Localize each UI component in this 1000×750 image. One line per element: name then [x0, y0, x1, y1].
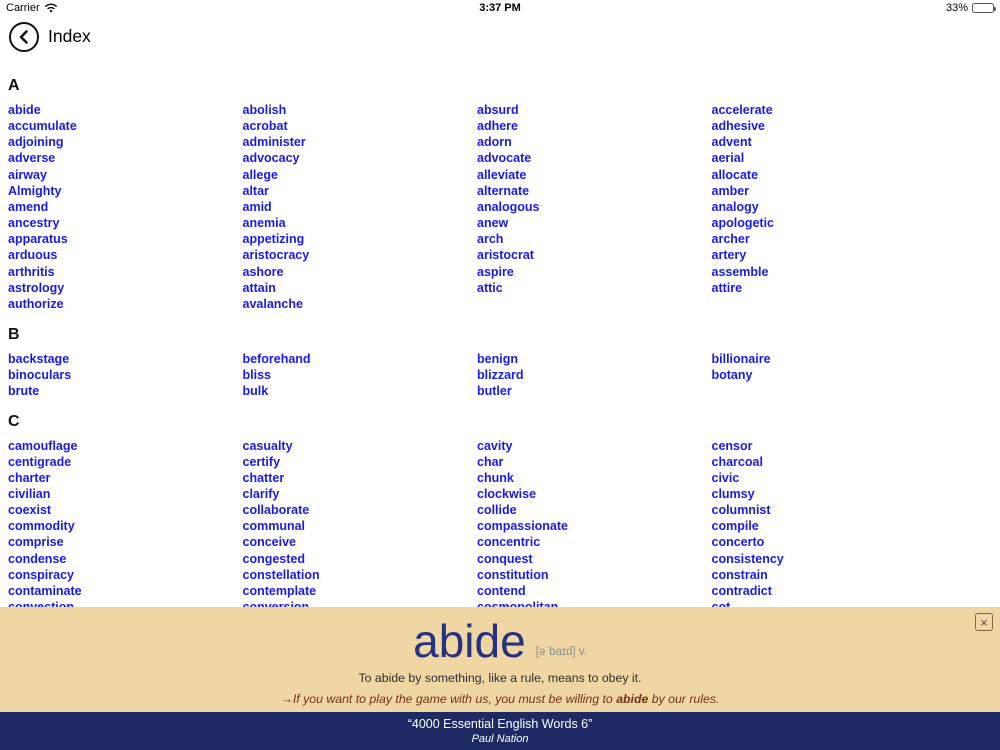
word-link-aristocrat[interactable]: aristocrat: [477, 248, 534, 263]
word-column: [477, 351, 712, 399]
word-link-allege[interactable]: allege: [242, 167, 278, 182]
nav-bar: [0, 20, 1000, 58]
section-c: [8, 413, 992, 616]
word-link-compile[interactable]: compile: [711, 519, 759, 534]
book-author: Paul Nation: [471, 733, 529, 745]
word-column: [243, 438, 478, 616]
word-link-adorn[interactable]: adorn: [477, 135, 512, 150]
section-letter: C: [8, 412, 20, 430]
word-link-congested[interactable]: congested: [242, 551, 306, 566]
word-link-ancestry[interactable]: ancestry: [8, 216, 60, 231]
example-prefix: If you want to play the game with us, you must be willing to: [292, 692, 617, 706]
word-link-camouflage[interactable]: camouflage: [8, 438, 78, 453]
word-link-concentric[interactable]: concentric: [477, 535, 541, 550]
word-link-civilian[interactable]: civilian: [8, 486, 51, 501]
word-link-char[interactable]: char: [477, 454, 504, 469]
word-link-adjoining[interactable]: adjoining: [8, 135, 64, 150]
word-link-astrology[interactable]: astrology: [8, 280, 65, 295]
popup-pronunciation: [əˈbaɪd] v.: [535, 646, 587, 658]
word-link-benign[interactable]: benign: [477, 352, 518, 367]
definition-popup: [0, 607, 1000, 712]
word-link-artery[interactable]: artery: [711, 248, 747, 263]
word-link-compassionate[interactable]: compassionate: [477, 519, 569, 534]
word-link-accumulate[interactable]: accumulate: [8, 119, 77, 134]
word-link-arthritis[interactable]: arthritis: [8, 264, 55, 279]
word-link-arduous[interactable]: arduous: [8, 248, 58, 263]
example-suffix: by our rules.: [648, 692, 720, 706]
back-button[interactable]: [9, 22, 39, 52]
word-link-contemplate[interactable]: contemplate: [242, 583, 317, 598]
word-link-contend[interactable]: contend: [477, 583, 526, 598]
word-link-ashore[interactable]: ashore: [242, 264, 284, 279]
word-link-acrobat[interactable]: acrobat: [242, 119, 288, 134]
word-column: [8, 351, 243, 399]
word-link-constitution[interactable]: constitution: [477, 567, 549, 582]
battery-icon: [972, 3, 994, 13]
word-link-commodity[interactable]: commodity: [8, 519, 75, 534]
word-link-assemble[interactable]: assemble: [711, 264, 769, 279]
word-column: [8, 438, 243, 616]
word-link-aristocracy[interactable]: aristocracy: [242, 248, 310, 263]
word-link-censor[interactable]: censor: [711, 438, 753, 453]
word-link-billionaire[interactable]: billionaire: [711, 352, 771, 367]
word-link-analogy[interactable]: analogy: [711, 199, 759, 214]
word-link-comprise[interactable]: comprise: [8, 535, 64, 550]
word-column: [243, 351, 478, 399]
word-link-airway[interactable]: airway: [8, 167, 47, 182]
word-link-aerial[interactable]: aerial: [711, 151, 745, 166]
book-title: “4000 Essential English Words 6”: [407, 717, 593, 731]
word-link-contradict[interactable]: contradict: [711, 583, 772, 598]
close-icon[interactable]: ×: [975, 613, 993, 631]
word-link-authorize[interactable]: authorize: [8, 296, 64, 311]
word-link-amber[interactable]: amber: [711, 183, 750, 198]
word-link-archer[interactable]: archer: [711, 232, 750, 247]
popup-definition: To abide by something, like a rule, means to obey it.: [358, 671, 642, 685]
word-link-clumsy[interactable]: clumsy: [711, 486, 755, 501]
word-link-consistency[interactable]: consistency: [711, 551, 784, 566]
word-link-clarify[interactable]: clarify: [242, 486, 280, 501]
word-link-advent[interactable]: advent: [711, 135, 752, 150]
word-index: [8, 58, 992, 615]
word-link-amend[interactable]: amend: [8, 199, 49, 214]
word-link-absurd[interactable]: absurd: [477, 103, 519, 117]
word-link-constellation[interactable]: constellation: [242, 567, 320, 582]
word-column: [712, 102, 947, 312]
word-link-adhere[interactable]: adhere: [477, 119, 518, 134]
word-link-attic[interactable]: attic: [477, 280, 503, 295]
word-link-certify[interactable]: certify: [242, 454, 281, 469]
word-link-concerto[interactable]: concerto: [711, 535, 765, 550]
word-link-constrain[interactable]: constrain: [711, 567, 768, 582]
word-link-coexist[interactable]: coexist: [8, 503, 52, 518]
word-link-allocate[interactable]: allocate: [711, 167, 759, 182]
footer-bar: [0, 712, 1000, 750]
popup-word: abide: [413, 615, 526, 667]
word-column: [712, 351, 947, 399]
word-link-abide[interactable]: abide: [8, 103, 41, 117]
word-link-charter[interactable]: charter: [8, 470, 51, 485]
word-link-chunk[interactable]: chunk: [477, 470, 514, 485]
word-link-clockwise[interactable]: clockwise: [477, 486, 537, 501]
word-link-butler[interactable]: butler: [477, 384, 512, 399]
word-link-attire[interactable]: attire: [711, 280, 743, 295]
section-letter: A: [8, 77, 20, 94]
word-link-bulk[interactable]: bulk: [242, 384, 269, 399]
word-link-arch[interactable]: arch: [477, 232, 504, 247]
word-link-conspiracy[interactable]: conspiracy: [8, 567, 75, 582]
word-link-conceive[interactable]: conceive: [242, 535, 297, 550]
word-link-charcoal[interactable]: charcoal: [711, 454, 763, 469]
word-link-accelerate[interactable]: accelerate: [711, 103, 773, 117]
word-link-amid[interactable]: amid: [242, 199, 272, 214]
section-letter: B: [8, 326, 20, 344]
word-column: [243, 102, 478, 312]
word-link-centigrade[interactable]: centigrade: [8, 454, 72, 469]
status-bar: [0, 0, 1000, 20]
word-link-conquest[interactable]: conquest: [477, 551, 533, 566]
carrier-label: Carrier: [6, 2, 40, 14]
word-link-chatter[interactable]: chatter: [242, 470, 285, 485]
word-link-anew[interactable]: anew: [477, 216, 509, 231]
word-link-binoculars[interactable]: binoculars: [8, 368, 72, 383]
word-link-appetizing[interactable]: appetizing: [242, 232, 305, 247]
word-link-apparatus[interactable]: apparatus: [8, 232, 68, 247]
chevron-left-icon: [17, 29, 31, 45]
word-link-advocate[interactable]: advocate: [477, 151, 532, 166]
word-link-alternate[interactable]: alternate: [477, 183, 530, 198]
word-link-alleviate[interactable]: alleviate: [477, 167, 527, 182]
clock: 3:37 PM: [479, 2, 521, 14]
word-link-avalanche[interactable]: avalanche: [242, 296, 303, 311]
word-link-columnist[interactable]: columnist: [711, 503, 771, 518]
word-link-adverse[interactable]: adverse: [8, 151, 56, 166]
section-a: [8, 77, 992, 312]
word-link-aspire[interactable]: aspire: [477, 264, 514, 279]
word-column: [712, 438, 947, 616]
word-link-cavity[interactable]: cavity: [477, 438, 513, 453]
word-link-communal[interactable]: communal: [242, 519, 306, 534]
word-link-contaminate[interactable]: contaminate: [8, 583, 82, 598]
word-link-collaborate[interactable]: collaborate: [242, 503, 310, 518]
word-link-altar[interactable]: altar: [242, 183, 269, 198]
page-title: Index: [48, 26, 91, 46]
arrow-icon: →: [280, 692, 293, 706]
word-link-advocacy[interactable]: advocacy: [242, 151, 300, 166]
example-keyword: abide: [616, 692, 649, 706]
word-link-beforehand[interactable]: beforehand: [242, 352, 311, 367]
word-link-botany[interactable]: botany: [711, 368, 753, 383]
word-link-bliss[interactable]: bliss: [242, 368, 271, 383]
word-link-attain[interactable]: attain: [242, 280, 276, 295]
word-link-abolish[interactable]: abolish: [242, 103, 287, 117]
word-column: [477, 102, 712, 312]
word-link-brute[interactable]: brute: [8, 384, 40, 399]
word-column: [477, 438, 712, 616]
word-link-backstage[interactable]: backstage: [8, 352, 70, 367]
word-link-apologetic[interactable]: apologetic: [711, 216, 775, 231]
word-column: [8, 102, 243, 312]
word-link-collide[interactable]: collide: [477, 503, 517, 518]
word-link-blizzard[interactable]: blizzard: [477, 368, 524, 383]
word-link-analogous[interactable]: analogous: [477, 199, 540, 214]
word-link-anemia[interactable]: anemia: [242, 216, 286, 231]
word-link-administer[interactable]: administer: [242, 135, 306, 150]
word-link-adhesive[interactable]: adhesive: [711, 119, 766, 134]
word-link-almighty[interactable]: Almighty: [8, 183, 62, 198]
battery-percent: 33%: [945, 2, 968, 14]
word-link-civic[interactable]: civic: [711, 470, 740, 485]
word-link-casualty[interactable]: casualty: [242, 438, 293, 453]
section-b: [8, 326, 992, 399]
word-link-condense[interactable]: condense: [8, 551, 67, 566]
popup-example: [0, 692, 1000, 706]
